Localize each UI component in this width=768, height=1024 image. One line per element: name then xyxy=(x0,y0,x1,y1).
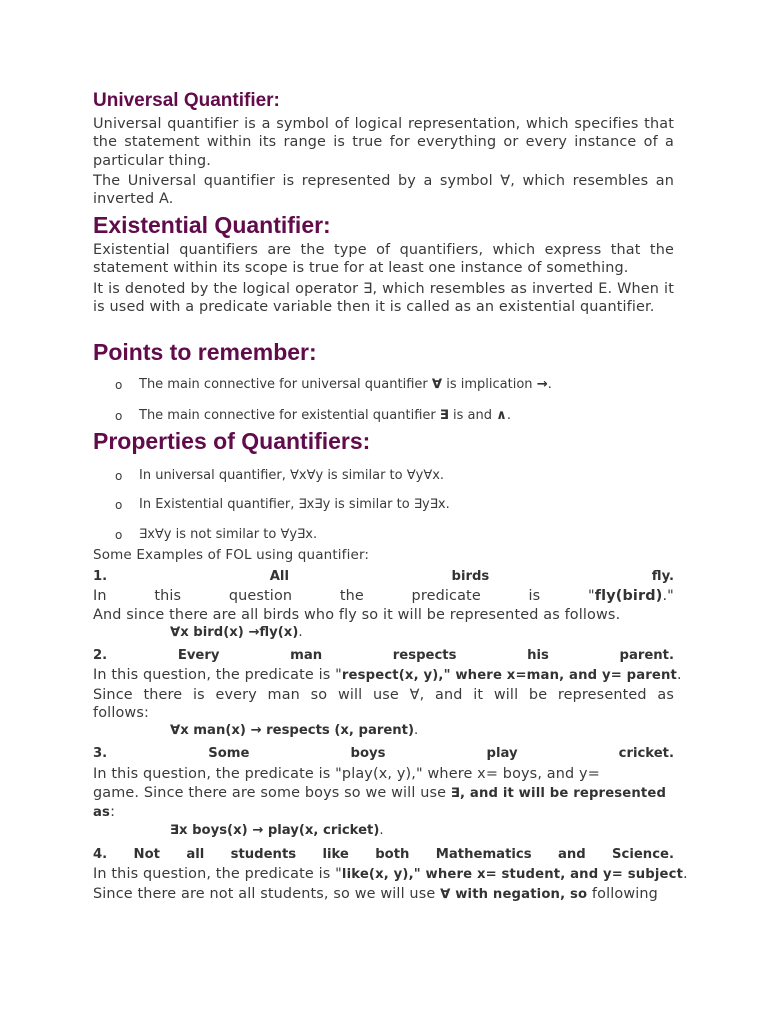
bullet-marker: o xyxy=(115,469,123,483)
bullet-marker: o xyxy=(115,409,123,423)
properties-item-text: In universal quantifier, ∀x∀y is similar to ∀y∀x. xyxy=(139,468,445,483)
examples-intro: Some Examples of FOL using quantifier: xyxy=(93,547,370,563)
bullet-marker: o xyxy=(115,528,123,542)
properties-item-text: In Existential quantifier, ∃x∃y is similar to ∃y∃x. xyxy=(139,497,450,512)
universal-paragraph-2: The Universal quantifier is represented by a symbol ∀, which resembles an inverted A. xyxy=(93,173,674,208)
universal-heading: Universal Quantifier: xyxy=(93,90,280,111)
example-3-line-1: In this question, the predicate is "play(x, y)," where x= boys, and y= xyxy=(93,766,600,782)
existential-paragraph-2: It is denoted by the logical operator ∃, which resembles as inverted E. When it is used with a predicate variable then it is called as an existential quantifier. xyxy=(93,281,674,316)
example-1-heading: 1. All birds fly. xyxy=(93,569,674,584)
example-1-line-1: In this question the predicate is "fly(bird)." xyxy=(93,588,674,604)
bullet-marker: o xyxy=(115,498,123,512)
example-2-formula: ∀x man(x) → respects (x, parent). xyxy=(170,723,419,738)
example-2-heading: 2. Every man respects his parent. xyxy=(93,648,674,663)
bullet-marker: o xyxy=(115,378,123,392)
example-1-line-2: And since there are all birds who fly so it will be represented as follows. xyxy=(93,607,621,623)
universal-paragraph-1: Universal quantifier is a symbol of logical representation, which specifies that the statement within its range is true for everything or every instance of a particular thing. xyxy=(93,116,674,169)
points-item-text: The main connective for existential quantifier ∃ is and ∧. xyxy=(139,408,511,423)
example-4-line-2: Since there are not all students, so we will use ∀ with negation, so following xyxy=(93,886,658,902)
example-3-line-3: as: xyxy=(93,804,116,820)
example-2-line-1: In this question, the predicate is "respect(x, y)," where x=man, and y= parent. xyxy=(93,667,682,683)
example-3-heading: 3. Some boys play cricket. xyxy=(93,746,674,761)
example-4-heading: 4. Not all students like both Mathematics and Science. xyxy=(93,847,674,862)
example-2-line-2: Since there is every man so will use ∀, and it will be represented as xyxy=(93,687,674,703)
properties-heading: Properties of Quantifiers: xyxy=(93,428,371,454)
example-4-line-1: In this question, the predicate is "like(x, y)," where x= student, and y= subject. xyxy=(93,866,688,882)
existential-paragraph-1: Existential quantifiers are the type of quantifiers, which express that the statement within its scope is true for at least one instance of something. xyxy=(93,242,674,277)
example-3-formula: ∃x boys(x) → play(x, cricket). xyxy=(170,823,384,838)
example-2-line-3: follows: xyxy=(93,705,149,721)
existential-heading: Existential Quantifier: xyxy=(93,212,331,238)
example-3-line-2: game. Since there are some boys so we will use ∃, and it will be represented xyxy=(93,785,667,801)
example-1-formula: ∀x bird(x) →fly(x). xyxy=(170,625,303,640)
points-item-text: The main connective for universal quantifier ∀ is implication →. xyxy=(139,377,552,392)
points-heading: Points to remember: xyxy=(93,339,317,365)
properties-item-text: ∃x∀y is not similar to ∀y∃x. xyxy=(139,527,318,542)
